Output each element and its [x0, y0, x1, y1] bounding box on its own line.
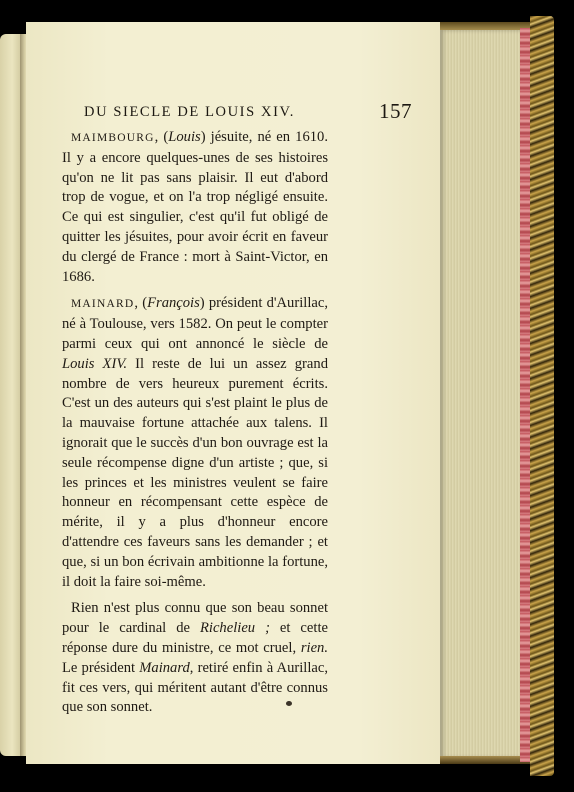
paragraph-emphasis: Richelieu ;: [199, 620, 270, 637]
left-page-edge: [0, 34, 22, 756]
paragraph-text: , retiré enfin à Aurillac, fit ces vers, qui méritent autant d'être connus que son sonnet.: [62, 659, 328, 716]
page-stack-bottom-edge: [440, 756, 530, 764]
entry-text: jésuite, né en 1610. Il y a encore quelques-unes de ses histoires qu'on ne lit pas sans plaisir. Il eut d'abord trop de vogue, et on l'a trop négligé ensuite. Ce qui est singulier, c'est qu'il fut obligé de quitter les jésuites, pour avoir écrit en faveur du clergé de France : mort à Saint-Victor, en 1686.: [62, 129, 328, 285]
entry-emphasis: Louis XIV.: [62, 355, 128, 372]
running-title: DU SIECLE DE LOUIS XIV.: [84, 104, 295, 120]
entry-name: MAIMBOURG: [71, 132, 155, 144]
paragraph-text: et cette réponse dure du ministre, ce mot cruel,: [62, 620, 328, 656]
entry-text: Il reste de lui un assez grand nombre de vers heureux purement écrits. C'est un des auteurs qui s'est plaint le plus de la mauvaise fortune attachée aux talens. Il ignorait que le succès d'un bon ouvrage est la seule récompense digne d'un artiste ; que, si les princes et les ministres veulent se faire honneur en récompensant cette espèce de mérite, il y a plus d'honneur encore d'attendre ces faveurs sans les demander ; et que, si un bon écrivain ambitionne la fortune, il doit la faire soi-même.: [62, 355, 328, 590]
gilt-cover-edge: [530, 16, 554, 776]
paragraph-text: Le président: [62, 659, 136, 676]
entry-given-name: Louis: [168, 129, 201, 145]
entry-maimbourg: MAIMBOURG, (Louis) jésuite, né en 1610. Il y a encore quelques-unes de ses histoires qu'on ne lit pas sans plaisir. Il eut d'abord trop de vogue, et on l'a trop négligé ensuite. Ce qui est singulier, c'est qu'il fut obligé de quitter les jésuites, pour avoir écrit en faveur du clergé de France : mort à Saint-Victor, en 1686.: [62, 129, 328, 285]
running-head: [84, 100, 430, 124]
entry-given-name: François: [147, 295, 200, 312]
paragraph-emphasis: Mainard: [139, 659, 190, 676]
entry-name: MAINARD: [71, 298, 135, 311]
paragraph-emphasis: rien.: [300, 639, 329, 656]
paragraph-text: Rien n'est plus connu que son beau sonnet pour le cardinal de: [62, 600, 328, 637]
ink-dot: [286, 701, 292, 706]
entry-text: président d'Aurillac, né à Toulouse, vers 1582. On peut le compter parmi ceux qui ont annoncé le siècle de: [62, 295, 328, 352]
fore-edge-page-stack: [440, 30, 528, 758]
page-number: 157: [379, 99, 412, 123]
body-text: [62, 128, 328, 718]
entry-mainard: MAINARD, (François) président d'Aurillac, né à Toulouse, vers 1582. On peut le compter parmi ceux qui ont annoncé le siècle de Louis XIV. Il reste de lui un assez grand nombre de vers heureux purement écrits. C'est un des auteurs qui s'est plaint le plus de la mauvaise fortune attachée aux talens. Il ignorait que le succès d'un bon ouvrage est la seule récompense digne d'un artiste ; que, si les princes et les ministres veulent se faire honneur en récompensant cette espèce de mérite, il y a plus d'honneur encore d'attendre ces faveurs sans les demander ; et que, si un bon écrivain ambitionne la fortune, il doit la faire soi-même.: [62, 295, 328, 590]
